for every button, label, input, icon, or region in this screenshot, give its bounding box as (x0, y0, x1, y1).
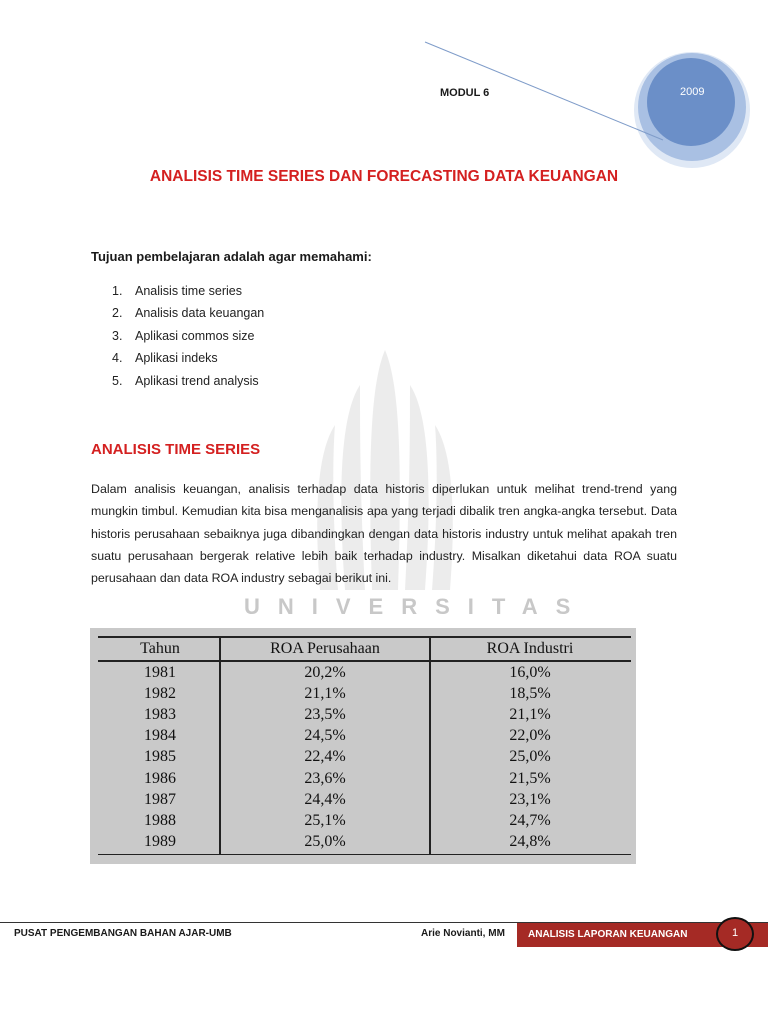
table-header-tahun: Tahun (140, 640, 180, 657)
module-label: MODUL 6 (440, 87, 490, 99)
table-header-border (98, 660, 631, 662)
list-item (112, 351, 264, 373)
footer-author: Arie Novianti, MM (421, 928, 505, 939)
list-text: Aplikasi trend analysis (135, 373, 259, 388)
table-cell-roa-perusahaan: 24,4% (304, 790, 346, 808)
list-item (112, 374, 264, 396)
list-text: Aplikasi indeks (135, 351, 218, 366)
table-cell-roa-industri: 22,0% (509, 727, 551, 745)
table-header-roa-perusahaan: ROA Perusahaan (270, 640, 380, 657)
table-cell-roa-industri: 16,0% (509, 664, 551, 681)
table-cell-roa-perusahaan: 23,6% (304, 769, 346, 787)
table-cell-roa-perusahaan: 21,1% (304, 685, 346, 703)
list-number: 2. (112, 306, 123, 321)
list-item (112, 329, 264, 351)
list-number: 1. (112, 284, 123, 298)
section-paragraph: Dalam analisis keuangan, analisis terhadap data historis diperlukan untuk melihat trend-trend yang mungkin timbul. Kemudian kita bisa menganalisis apa yang terjadi dibalik tren angka-angka tersebut. Data historis perusahaan sebaiknya juga dibandingkan dengan data historis industry untuk melihat apakah tren suatu perusahaan bergerak relative lebih baik terhadap industry. Misalkan diketahui data ROA suatu perusahaan dan data ROA industry sebagai berikut ini. (91, 482, 677, 586)
list-text: Analisis data keuangan (135, 306, 265, 321)
section-title: ANALISIS TIME SERIES (91, 441, 261, 458)
table-cell-year: 1983 (144, 706, 176, 724)
table-cell-roa-industri: 24,7% (509, 811, 551, 829)
table-cell-roa-perusahaan: 25,1% (304, 811, 346, 829)
roa-table-image (90, 628, 636, 864)
list-text: Aplikasi commos size (135, 328, 255, 343)
objectives-heading: Tujuan pembelajaran adalah agar memahami: (91, 249, 372, 264)
table-cell-roa-industri: 25,0% (509, 748, 551, 766)
table-cell-roa-perusahaan: 25,0% (304, 832, 346, 850)
table-cell-roa-perusahaan: 24,5% (304, 727, 346, 745)
table-cell-roa-perusahaan: 20,2% (304, 664, 346, 681)
page-title: ANALISIS TIME SERIES DAN FORECASTING DATA KEUANGAN (149, 168, 619, 185)
table-column-divider (429, 636, 431, 854)
list-item (112, 306, 264, 328)
table-header-roa-industri: ROA Industri (486, 640, 574, 657)
table-cell-year: 1986 (144, 769, 176, 787)
table-cell-year: 1985 (144, 748, 176, 766)
footer-institution: PUSAT PENGEMBANGAN BAHAN AJAR-UMB (14, 928, 232, 939)
list-number: 3. (112, 328, 123, 343)
header-circle-decoration (0, 0, 768, 170)
list-number: 4. (112, 351, 123, 366)
footer-course-title: ANALISIS LAPORAN KEUANGAN (528, 929, 688, 940)
table-cell-year: 1982 (144, 685, 176, 703)
table-column-divider (219, 636, 221, 854)
table-cell-roa-industri: 21,1% (509, 706, 551, 724)
table-cell-year: 1988 (144, 811, 176, 829)
table-cell-roa-industri: 23,1% (509, 790, 551, 808)
table-cell-year: 1981 (144, 664, 176, 681)
table-cell-roa-industri: 21,5% (509, 769, 551, 787)
table-cell-roa-perusahaan: 23,5% (304, 706, 346, 724)
table-top-border (98, 636, 631, 638)
watermark-text: UNIVERSITAS (244, 594, 589, 619)
table-cell-roa-perusahaan: 22,4% (304, 748, 346, 766)
objectives-list (112, 284, 264, 396)
table-cell-year: 1987 (144, 790, 176, 808)
table-cell-year: 1989 (144, 832, 176, 850)
table-cell-year: 1984 (144, 727, 176, 745)
list-item (112, 284, 264, 306)
page-number: 1 (731, 927, 739, 939)
list-number: 5. (112, 373, 123, 388)
year-label: 2009 (680, 86, 705, 98)
table-bottom-border (98, 854, 631, 855)
table-cell-roa-industri: 18,5% (509, 685, 551, 703)
table-cell-roa-industri: 24,8% (509, 832, 551, 850)
list-text: Analisis time series (135, 284, 242, 298)
